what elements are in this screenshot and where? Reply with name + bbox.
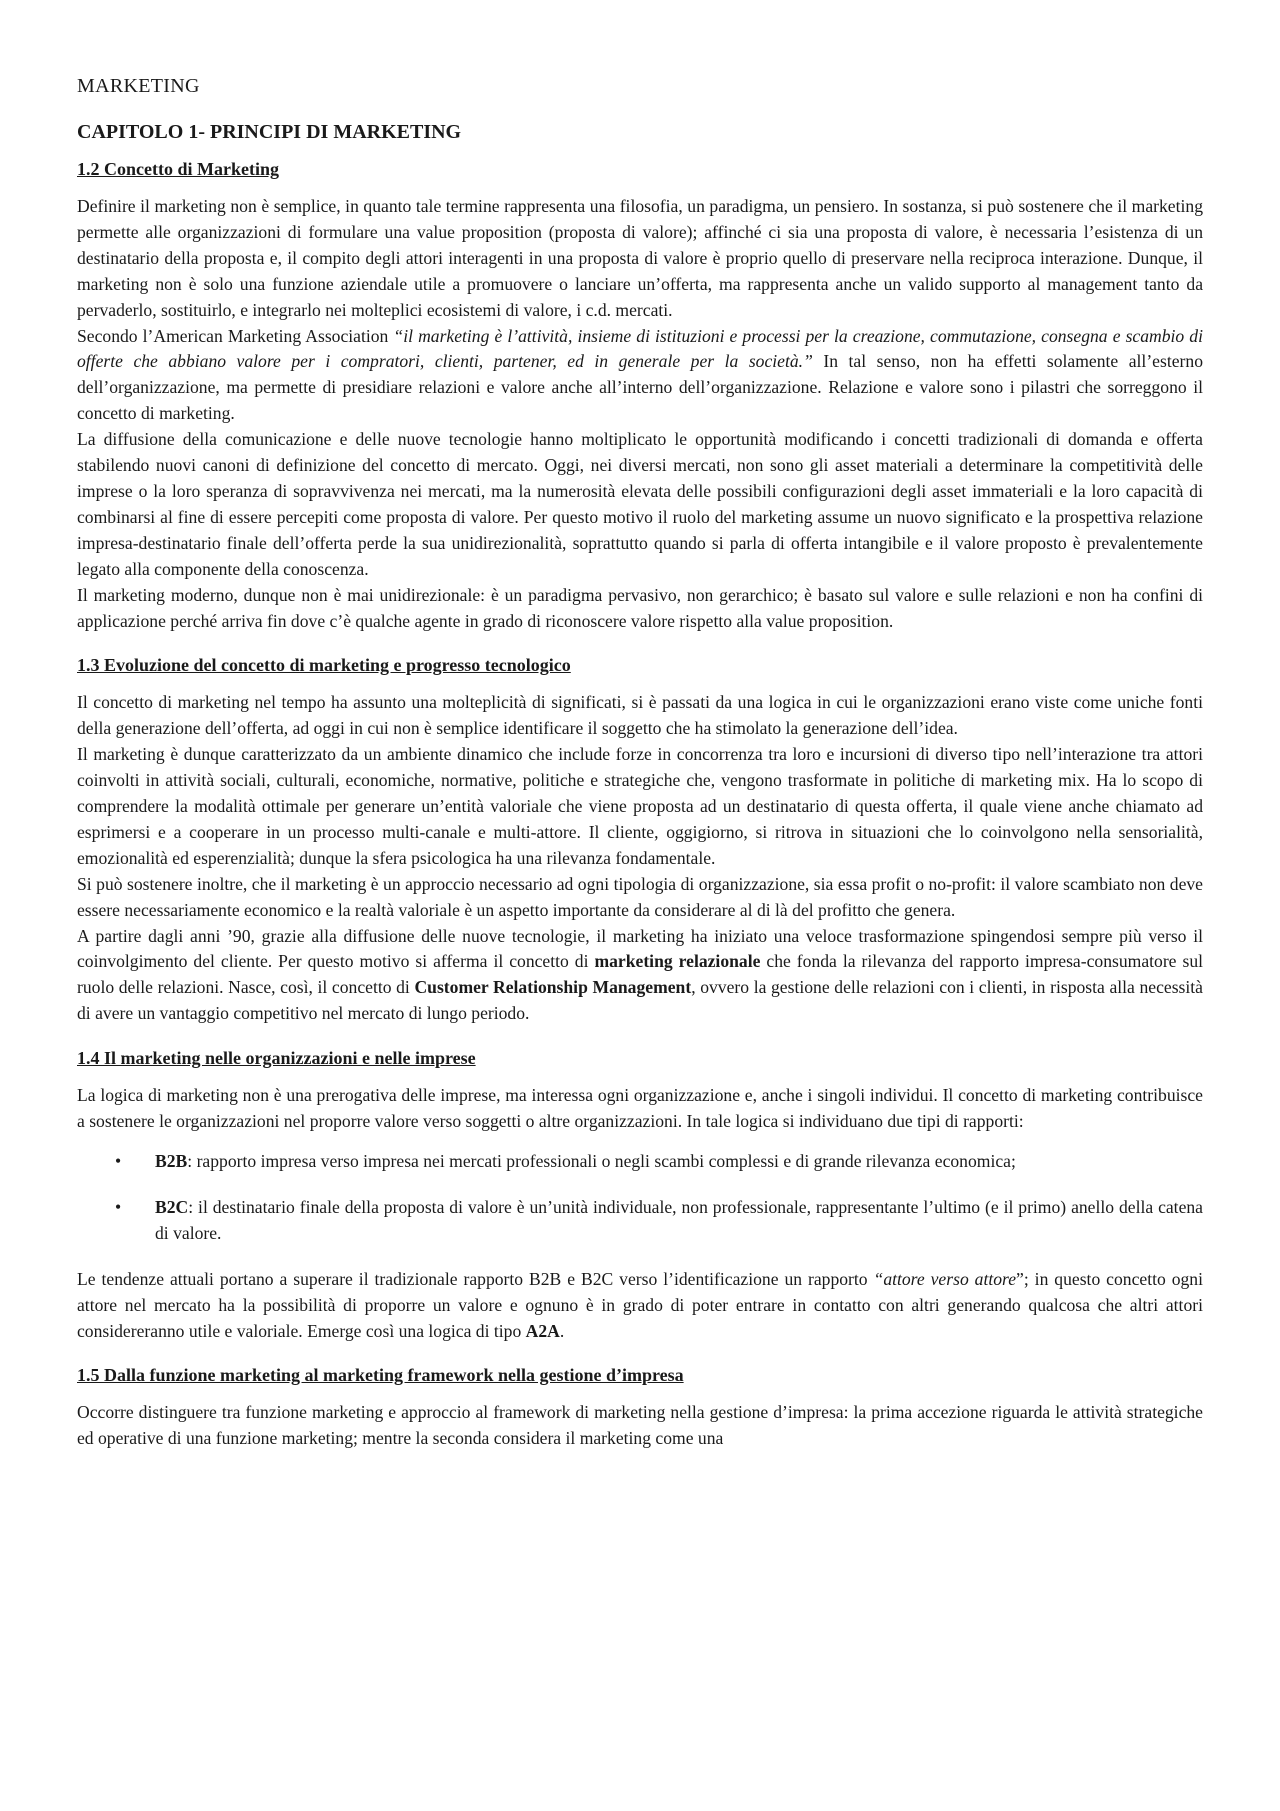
paragraph: Secondo l’American Marketing Association “il marketing è l’attività, insieme di istituzioni e processi per la creazione, commutazione, consegna e scambio di offerte che abbiano valore per i compratori, clienti, partener, ed in generale per la società.” In tal senso, non ha effetti solamente all’esterno dell’organizzazione, ma permette di presidiare relazioni e valore anche all’interno dell’organizzazione. Relazione e valore sono i pilastri che sorreggono il concetto di marketing. — [77, 325, 1203, 424]
section-1 — [77, 158, 1203, 644]
bullet-icon: • — [115, 1151, 122, 1171]
paragraph: La diffusione della comunicazione e delle nuove tecnologie hanno moltiplicato le opportunità modificando i concetti tradizionali di domanda e offerta stabilendo nuovi canoni di definizione del concetto di mercato. Oggi, nei diversi mercati, non sono gli asset materiali a determinare la competitività delle imprese o la loro speranza di sopravvivenza nei mercati, ma la numerosità elevata delle possibili configurazioni degli asset immateriali e la loro capacità di combinarsi al fine di essere percepiti come proposta di valore. Per questo motivo il ruolo del marketing assume un nuovo significato e la prospettiva relazione impresa-destinatario finale dell’offerta perde la sua unidirezionalità, soprattutto quando si parla di offerta intangibile e il valore proposto è prevalentemente legato alla componente della conoscenza. — [77, 429, 1203, 579]
list-term: B2C — [155, 1196, 189, 1217]
paragraph: Si può sostenere inoltre, che il marketing è un approccio necessario ad ogni tipologia di organizzazione, sia essa profit o no-profit: il valore scambiato non deve essere necessariamente economico e la realtà valoriale è un aspetto importante da considerare al di là del profitto che genera. — [77, 873, 1203, 920]
paragraph: Definire il marketing non è semplice, in quanto tale termine rappresenta una filosofia, un paradigma, un pensiero. In sostanza, si può sostenere che il marketing permette alle organizzazioni di formulare una value proposition (proposta di valore); affinché ci sia una proposta di valore, è necessaria l’esistenza di un destinatario della proposta e, il compito degli attori interagenti in una proposta di valore è proprio quello di preservare nella reciproca interazione. Dunque, il marketing non è solo una funzione aziendale utile a promuovere o lanciare un’offerta, ma rappresenta anche un valido supporto al management tanto da pervaderlo, sostituirlo, e integrarlo nei molteplici ecosistemi di valore, i c.d. mercati. — [77, 196, 1203, 320]
list-term: B2B — [155, 1151, 188, 1171]
section-2 — [77, 654, 1203, 1037]
section-3 — [77, 1047, 1203, 1354]
chapter-title: CAPITOLO 1- PRINCIPI DI MARKETING — [77, 121, 462, 143]
paragraph: Occorre distinguere tra funzione marketing e approccio al framework di marketing nella gestione d’impresa: la prima accezione riguarda le attività strategiche ed operative di una funzione marketing; mentre la seconda considera il marketing come una — [77, 1402, 1203, 1449]
section-heading: 1.3 Evoluzione del concetto di marketing e progresso tecnologico — [77, 655, 571, 676]
paragraph: Il marketing è dunque caratterizzato da un ambiente dinamico che include forze in concorrenza tra loro e incursioni di diverso tipo nell’interazione tra attori coinvolti in attività sociali, culturali, economiche, normative, politiche e strategiche che, vengono trasformate in politiche di marketing mix. Ha lo scopo di comprendere la modalità ottimale per generare un’entità valoriale che viene proposta ad un destinatario di questa offerta, il quale viene anche chiamato ad esprimersi e a cooperare in un processo multi-canale e multi-attore. Il cliente, oggigiorno, si ritrova in situazioni che lo coinvolgono nella sensorialità, emozionalità ed esperenzialità; dunque la sfera psicologica ha una rilevanza fondamentale. — [77, 744, 1203, 868]
list-item — [77, 1195, 1203, 1247]
paragraph: Il concetto di marketing nel tempo ha assunto una molteplicità di significati, si è passati da una logica in cui le organizzazioni erano viste come uniche fonti della generazione dell’offerta, ad oggi in cui non è semplice identificare il soggetto che ha stimolato la generazione dell’idea. — [77, 692, 1203, 739]
bullet-icon: • — [115, 1196, 122, 1217]
section-heading: 1.2 Concetto di Marketing — [77, 159, 279, 179]
list-text: : il destinatario finale della proposta di valore è un’unità individuale, non professionale, rappresentante l’ultimo (e il primo) anello della catena di valore. — [155, 1196, 1203, 1243]
paragraph: La logica di marketing non è una prerogativa delle imprese, ma interessa ogni organizzazione e, anche i singoli individui. Il concetto di marketing contribuisce a sostenere le organizzazioni nel proporre valore verso soggetti o altre organizzazioni. In tale logica si individuano due tipi di rapporti: — [77, 1085, 1203, 1132]
paragraph: Le tendenze attuali portano a superare il tradizionale rapporto B2B e B2C verso l’identificazione un rapporto “attore verso attore”; in questo concetto ogni attore nel mercato ha la possibilità di proporre un valore e ognuno è in grado di poter entrare in contatto con altri generando qualcosa che altri attori considereranno utile e valoriale. Emerge così una logica di tipo A2A. — [77, 1268, 1203, 1341]
bullet-list — [77, 1149, 1203, 1247]
section-heading: 1.4 Il marketing nelle organizzazioni e nelle imprese — [77, 1048, 476, 1069]
paragraph: Il marketing moderno, dunque non è mai unidirezionale: è un paradigma pervasivo, non gerarchico; è basato sul valore e sulle relazioni e non ha confini di applicazione perché arriva fin dove c’è qualche agente in grado di riconoscere valore rispetto alla value proposition. — [77, 584, 1203, 631]
sections-container — [77, 158, 1203, 1462]
section-4 — [77, 1364, 1203, 1462]
list-item — [77, 1149, 1203, 1175]
list-text: : rapporto impresa verso impresa nei mercati professionali o negli scambi complessi e di grande rilevanza economica; — [187, 1151, 1016, 1171]
section-heading: 1.5 Dalla funzione marketing al marketing framework nella gestione d’impresa — [77, 1365, 684, 1386]
paragraph: A partire dagli anni ’90, grazie alla diffusione delle nuove tecnologie, il marketing ha iniziato una veloce trasformazione spingendosi sempre più verso il coinvolgimento del cliente. Per questo motivo si afferma il concetto di marketing relazionale che fonda la rilevanza del rapporto impresa-consumatore sul ruolo delle relazioni. Nasce, così, il concetto di Customer Relationship Management, ovvero la gestione delle relazioni con i clienti, in risposta alla necessità di avere un vantaggio competitivo nel mercato di lungo periodo. — [77, 925, 1204, 1024]
document-title: MARKETING — [77, 75, 200, 97]
